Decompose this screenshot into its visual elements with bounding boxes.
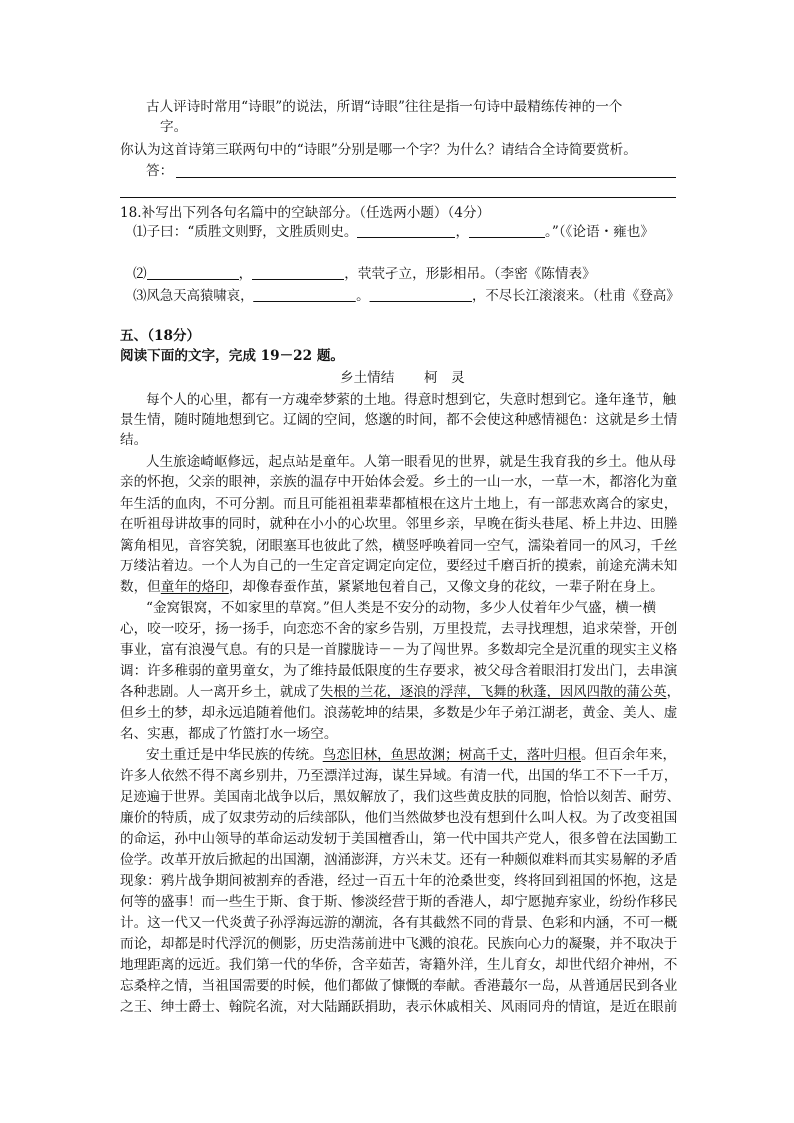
underlined-phrase: 失根的兰花，逐浪的浮萍，飞舞的秋蓬，因风四散的蒲公英 <box>319 684 667 700</box>
q18-item-3: ⑶风急天高猿啸哀， 。 ，不尽长江滚滚来。（杜甫《登高》 <box>133 288 680 304</box>
p2-line-6: 万缕沾着边。一个人为自己的一生定音定调定向定位，要经过千磨百折的摸索，前途充满未知 <box>120 558 678 574</box>
p4-line-4: 廉价的特质，成了奴隶劳动的后续部队，他们当然做梦也没有想到什么叫人权。为了改变祖国 <box>120 810 678 826</box>
section-header: 五、（18分） <box>120 328 201 344</box>
p4-line-5: 的命运，孙中山领导的革命运动发轫于美国檀香山，第一代中国共产党人，很多曾在法国勤工 <box>120 831 678 847</box>
q17-line-2: 字。 <box>160 119 188 135</box>
p2-line-7: 数，但童年的烙印，却像春蚕作茧，紧紧地包着自己，又像文身的花纹，一辈子附在身上。 <box>120 579 664 595</box>
p1-line-1: 每个人的心里，都有一方魂牵梦萦的土地。得意时想到它，失意时想到它。逢年逢节，触 <box>146 392 677 408</box>
blank-2b[interactable] <box>252 265 344 280</box>
p4-line-10: 而论，却都是时代浮沉的侧影，历史浩荡前进中飞溅的浪花。民族向心力的凝聚，并不取决于 <box>120 936 678 952</box>
p4-line-8: 何等的盛事！而一些生于斯、食于斯、惨淡经营于斯的香港人，却宁愿抛弃家业，纷纷作移民 <box>120 894 678 910</box>
p3-line-4: 调：许多稚弱的童男童女，为了维持最低限度的生存要求，被父母含着眼泪打发出门，去串演 <box>120 663 678 679</box>
p4-line-6: 俭学。改革开放后掀起的出国潮，汹涌澎湃，方兴未艾。还有一种颇似难料而其实易解的矛盾 <box>120 852 678 868</box>
q17-question: 你认为这首诗第三联两句中的“诗眼”分别是哪一个字？为什么？请结合全诗简要赏析。 <box>120 142 637 158</box>
passage-title: 乡土情结 <box>340 370 395 386</box>
p4-line-11: 地理距离的远近。我们第一代的华侨，含辛茹苦，寄籍外洋，生儿育女，却世代绍介神州，不 <box>120 957 678 973</box>
p4-line-2: 许多人依然不得不离乡别井，乃至漂洋过海，谋生异域。有清一代，出国的华工不下一千万， <box>120 768 678 784</box>
q18-item-2: ⑵ ， ，茕茕孑立，形影相吊。（李密《陈情表》 <box>133 266 596 282</box>
p4-line-3: 足迹遍于世界。美国南北战争以后，黑奴解放了，我们这些黄皮肤的同胞，恰恰以刻苦、耐劳、 <box>120 789 680 805</box>
p2-line-2: 亲的怀抱，父亲的眼神，亲族的温存中开始体会爱。乡土的一山一水，一草一木，都溶化为童 <box>120 474 678 490</box>
answer-label: 答： <box>146 163 174 179</box>
p3-line-3: 事业，富有浪漫气息。有的只是一首朦胧诗－－为了闯世界。多数却完全是沉重的现实主义格 <box>120 642 678 658</box>
p4-line-7: 现象：鸦片战争期间被割弃的香港，经过一百五十年的沧桑世变，终将回到祖国的怀抱，这是 <box>120 873 678 889</box>
q18-item-1: ⑴子曰：“质胜文则野，文胜质则史。 ， 。”（《论语・雍也》 <box>133 224 654 240</box>
p3-line-5: 各种悲剧。人一离开乡土，就成了失根的兰花，逐浪的浮萍，飞舞的秋蓬，因风四散的蒲公英， <box>120 684 680 700</box>
q17-line-1: 古人评诗时常用“诗眼”的说法，所谓“诗眼”往往是指一句诗中最精练传神的一个 <box>146 99 623 115</box>
p3-line-2: 心，咬一咬牙，扬一扬手，向恋恋不舍的家乡告别，万里投荒，去寻找理想，追求荣誉，开创 <box>120 621 678 637</box>
q18-title: 18.补写出下列各句名篇中的空缺部分。（任选两小题）（4分） <box>120 205 491 221</box>
p4-line-1: 安土重迁是中华民族的传统。鸟恋旧林，鱼思故渊；树高千丈，落叶归根。但百余年来， <box>146 747 677 763</box>
p3-line-6: 但乡土的梦，却永远追随着他们。浪荡乾坤的结果，多数是少年子弟江湖老，黄金、美人、虚 <box>120 705 678 721</box>
p4-line-9: 计。这一代又一代炎黄子孙浮海远游的潮流，各有其截然不同的背景、色彩和内涵，不可一概 <box>120 915 678 931</box>
answer-line-1[interactable] <box>176 177 676 178</box>
blank-1a[interactable] <box>357 223 455 238</box>
p2-line-3: 年生活的血肉，不可分割。而且可能祖祖辈辈都植根在这片土地上，有一部悲欢离合的家史， <box>120 496 678 512</box>
blank-3a[interactable] <box>254 287 357 302</box>
p3-line-7: 名、实惠，都成了竹篮打水一场空。 <box>120 726 338 742</box>
blank-1b[interactable] <box>469 223 545 238</box>
p2-line-4: 在听祖母讲故事的同时，就种在小小的心坎里。邻里乡亲，早晚在街头巷尾、桥上井边、田塍 <box>120 516 678 532</box>
p2-line-5: 篱角相见，音容笑貌，闭眼塞耳也彼此了然，横竖呼唤着同一空气，濡染着同一的风习，千丝 <box>120 538 678 554</box>
p1-line-3: 结。 <box>120 432 148 448</box>
blank-3b[interactable] <box>369 287 472 302</box>
underlined-phrase: 鸟恋旧林，鱼思故渊；树高千丈，落叶归根 <box>322 747 581 763</box>
p2-line-1: 人生旅途崎岖修远，起点站是童年。人第一眼看见的世界，就是生我育我的乡土。他从母 <box>146 454 677 470</box>
passage-author: 柯 灵 <box>424 370 465 386</box>
answer-line-2[interactable] <box>120 197 676 198</box>
p4-line-12: 忘桑梓之情，当祖国需要的时候，他们都做了慷慨的奉献。香港蕞尔一岛，从普通居民到各业 <box>120 978 678 994</box>
p4-line-13: 之王、绅士爵士、翰院名流，对大陆踊跃捐助，表示休戚相关、风雨同舟的情谊，是近在眼前 <box>120 999 678 1015</box>
section-instruction: 阅读下面的文字，完成 19－22 题。 <box>120 348 345 364</box>
p3-line-1: “金窝银窝，不如家里的草窝。”但人类是不安分的动物，多少人仗着年少气盛，横一横 <box>146 600 657 616</box>
p1-line-2: 景生情，随时随地想到它。辽阔的空间，悠邈的时间，都不会使这种感情褪色：这就是乡土情 <box>120 412 678 428</box>
blank-2a[interactable] <box>147 265 239 280</box>
underlined-phrase: 童年的烙印 <box>160 579 229 595</box>
